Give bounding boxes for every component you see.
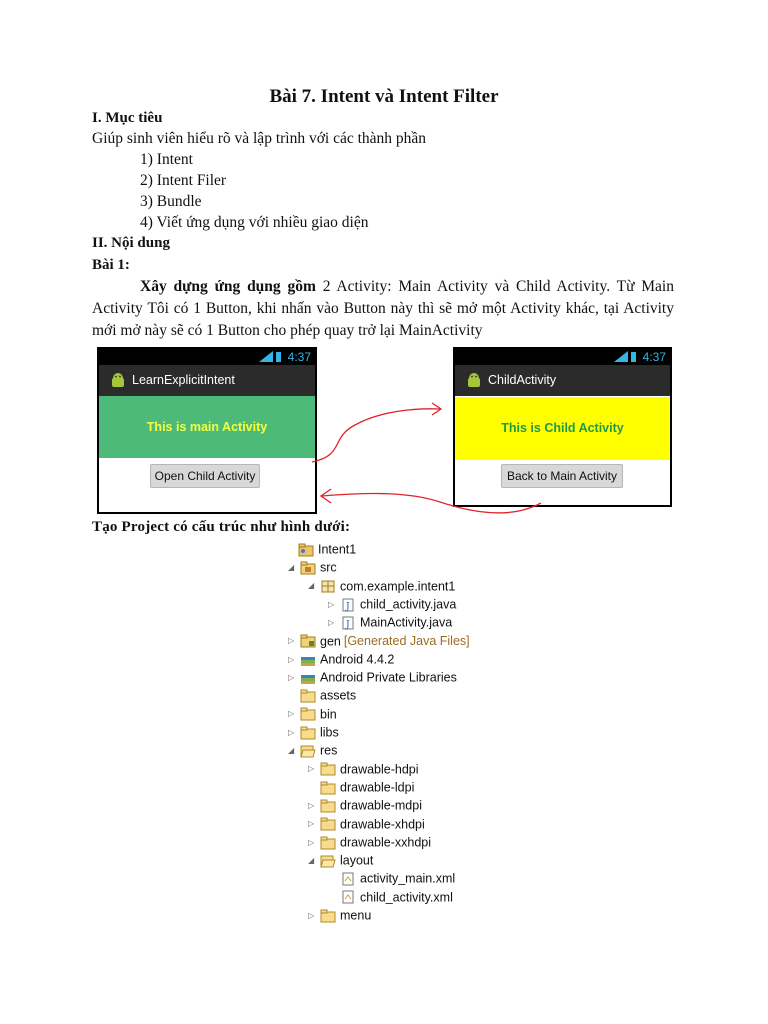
tree-item[interactable]	[308, 906, 371, 924]
tree-caption: Tạo Project có cấu trúc như hình dưới:	[92, 519, 351, 535]
folder-icon	[320, 781, 336, 795]
tree-item-label: activity_main.xml	[360, 872, 456, 887]
page-title: Bài 7. Intent và Intent Filter	[269, 86, 499, 107]
tree-item-label: drawable-xxhdpi	[340, 835, 432, 850]
status-time: 4:37	[287, 350, 311, 364]
tree-item[interactable]	[288, 723, 339, 741]
collapsed-arrow-icon[interactable]: ▷	[288, 654, 295, 664]
tree-item[interactable]	[308, 760, 419, 778]
tree-item[interactable]	[328, 613, 452, 631]
folder-icon	[320, 817, 336, 831]
status-time: 4:37	[642, 350, 666, 364]
tree-item[interactable]	[288, 741, 337, 759]
library-icon	[300, 671, 316, 685]
exercise-label: Bài 1:	[92, 257, 130, 273]
tree-item-label: gen	[320, 634, 341, 649]
package-icon	[320, 579, 336, 593]
tree-item-label: layout	[340, 853, 374, 868]
tree-item[interactable]	[288, 632, 470, 650]
open-child-activity-button[interactable]: Open Child Activity	[150, 464, 260, 488]
collapsed-arrow-icon[interactable]: ▷	[328, 599, 335, 609]
tree-item[interactable]	[308, 815, 425, 833]
tree-item-label: Android Private Libraries	[320, 670, 457, 685]
folder-icon	[300, 707, 316, 721]
tree-item-label: drawable-xhdpi	[340, 817, 425, 832]
expanded-arrow-icon[interactable]: ◢	[288, 563, 295, 572]
tree-item[interactable]	[308, 851, 373, 869]
intro-text: Giúp sinh viên hiểu rõ và lập trình với các thành phần	[92, 130, 427, 147]
collapsed-arrow-icon[interactable]: ▷	[308, 837, 315, 847]
collapsed-arrow-icon[interactable]: ▷	[308, 910, 315, 920]
tree-item-label: menu	[340, 908, 372, 923]
tree-item-label: Intent1	[318, 542, 357, 557]
tree-item-label: assets	[320, 689, 357, 704]
folder-icon	[320, 762, 336, 776]
collapsed-arrow-icon[interactable]: ▷	[308, 800, 315, 810]
tree-item[interactable]	[328, 595, 456, 613]
expanded-arrow-icon[interactable]: ◢	[288, 746, 295, 755]
folder-icon	[320, 909, 336, 923]
tree-item-label: MainActivity.java	[360, 615, 453, 630]
folder-icon	[320, 799, 336, 813]
java-file-icon	[340, 616, 356, 630]
svg-text:J: J	[346, 619, 350, 630]
expanded-arrow-icon[interactable]: ◢	[308, 581, 315, 591]
tree-item-label: libs	[320, 725, 339, 740]
collapsed-arrow-icon[interactable]: ▷	[308, 819, 315, 829]
child-banner: This is Child Activity	[455, 397, 670, 460]
tree-item-label: Android 4.4.2	[320, 652, 395, 667]
folder-icon	[320, 836, 336, 850]
tree-item[interactable]	[308, 796, 422, 814]
tree-item-annotation: [Generated Java Files]	[343, 634, 470, 649]
expanded-arrow-icon[interactable]: ◢	[308, 855, 315, 865]
section-heading-objectives: I. Mục tiêu	[92, 110, 163, 126]
folder-open-icon	[300, 744, 316, 758]
tree-item[interactable]	[288, 668, 457, 686]
src-folder-icon	[300, 561, 316, 575]
tree-item[interactable]	[308, 833, 431, 851]
list-item: 4) Viết ứng dụng với nhiều giao diện	[140, 214, 369, 231]
arrow-back-to-main	[322, 494, 541, 513]
tree-item[interactable]	[308, 577, 455, 595]
project-icon	[298, 543, 314, 557]
library-icon	[300, 653, 316, 667]
xml-file-icon	[340, 872, 356, 886]
java-file-icon	[340, 598, 356, 612]
tree-item[interactable]	[308, 778, 414, 796]
tree-item[interactable]	[286, 540, 356, 558]
folder-open-icon	[320, 854, 336, 868]
tree-item-label: src	[320, 561, 337, 575]
tree-item-label: res	[320, 744, 338, 758]
tree-item-label: child_activity.java	[360, 597, 457, 612]
tree-item-label: drawable-hdpi	[340, 762, 419, 777]
xml-file-icon	[340, 890, 356, 904]
list-item: 3) Bundle	[140, 193, 202, 210]
tree-item[interactable]	[288, 686, 356, 704]
tree-item-label: bin	[320, 707, 337, 722]
exercise-description-bold: Xây dựng ứng dụng gồm	[140, 278, 316, 295]
app-title: ChildActivity	[488, 373, 557, 387]
folder-icon	[300, 726, 316, 740]
tree-item[interactable]	[288, 650, 394, 668]
tree-item[interactable]	[328, 869, 455, 887]
tree-item-label: drawable-ldpi	[340, 780, 415, 795]
svg-text:J: J	[346, 601, 350, 612]
tree-item[interactable]	[328, 888, 453, 906]
tree-item-label: child_activity.xml	[360, 890, 453, 905]
list-item: 1) Intent	[140, 151, 193, 168]
tree-item[interactable]	[288, 558, 337, 576]
collapsed-arrow-icon[interactable]: ▷	[288, 672, 295, 682]
tree-item-label: drawable-mdpi	[340, 798, 422, 813]
collapsed-arrow-icon[interactable]: ▷	[308, 764, 315, 774]
back-to-main-activity-button[interactable]: Back to Main Activity	[501, 464, 623, 488]
tree-item[interactable]	[288, 705, 337, 723]
collapsed-arrow-icon[interactable]: ▷	[288, 727, 295, 737]
exercise-description-rest: 2 Activity: Main Activity và Child Activity. Từ Main Activity Tôi có 1 Button, khi nhấn vào Button này thì sẽ mở một Activity khác, tại Activity mới mở này sẽ có 1 Button cho phép quay trở lại MainActivity	[92, 278, 674, 339]
collapsed-arrow-icon[interactable]: ▷	[288, 636, 295, 646]
tree-item-label: com.example.intent1	[340, 579, 456, 594]
app-title: LearnExplicitIntent	[132, 373, 235, 387]
folder-icon	[300, 689, 316, 703]
gen-folder-icon	[300, 634, 316, 648]
section-heading-content: II. Nội dung	[92, 235, 170, 251]
list-item: 2) Intent Filer	[140, 172, 227, 189]
arrow-to-child	[312, 409, 440, 462]
collapsed-arrow-icon[interactable]: ▷	[288, 709, 295, 719]
main-banner: This is main Activity	[99, 396, 315, 458]
collapsed-arrow-icon[interactable]: ▷	[328, 617, 335, 627]
